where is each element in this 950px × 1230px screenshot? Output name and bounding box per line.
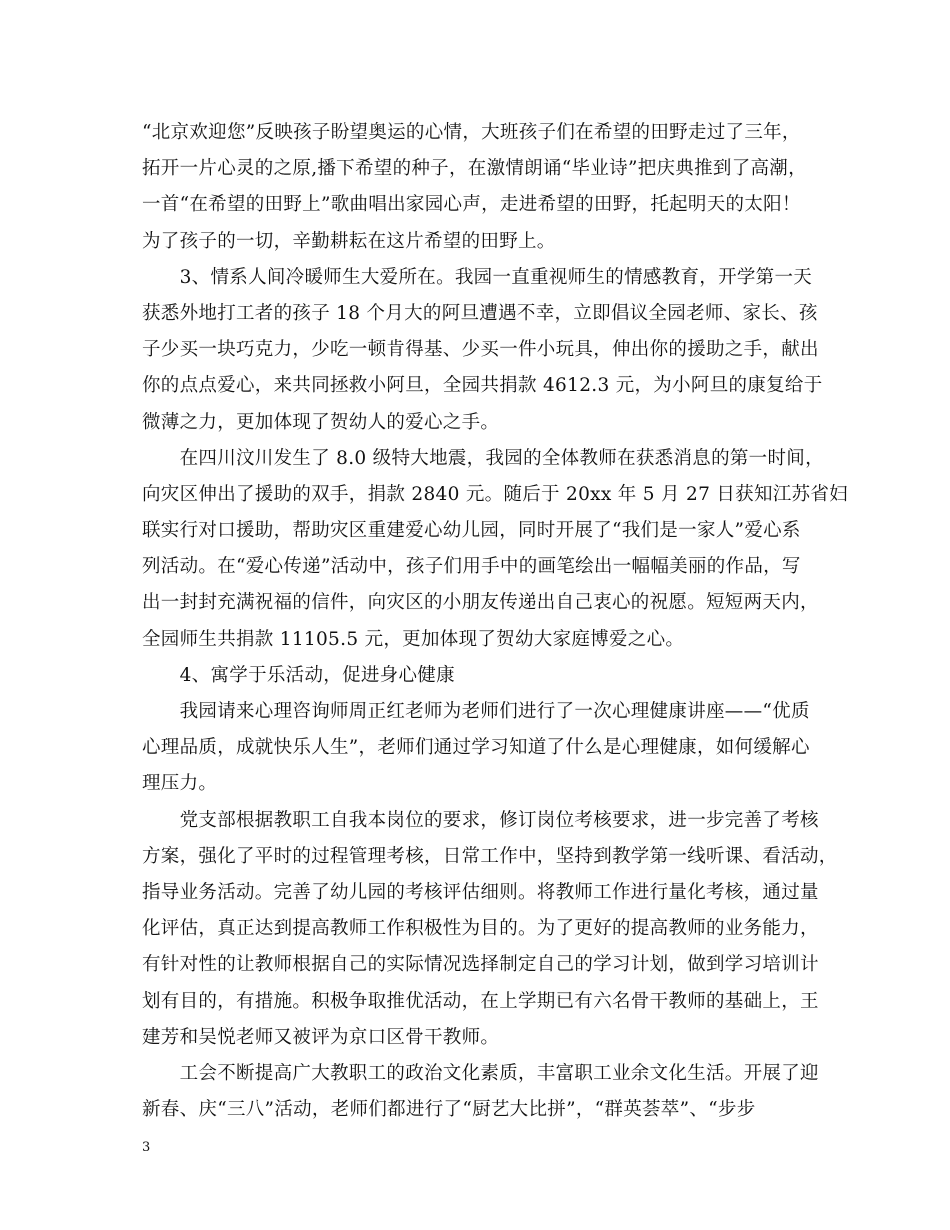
text-line: 化评估，真正达到提高教师工作积极性为目的。为了更好的提高教师的业务能力，: [142, 918, 819, 940]
text-line: 党支部根据教职工自我本岗位的要求，修订岗位考核要求，进一步完善了考核: [142, 809, 819, 831]
text-line: 列活动。在“爱心传递”活动中，孩子们用手中的画笔绘出一幅幅美丽的作品，写: [142, 556, 801, 578]
text-line: “北京欢迎您”反映孩子盼望奥运的心情，大班孩子们在希望的田野走过了三年，: [142, 122, 801, 143]
text-line: 建芳和吴悦老师又被评为京口区骨干教师。: [142, 1026, 500, 1048]
text-line: 我园请来心理咨询师周正红老师为老师们进行了一次心理健康讲座——“优质: [142, 701, 810, 722]
text-line: 指导业务活动。完善了幼儿园的考核评估细则。将教师工作进行量化考核，通过量: [142, 881, 819, 903]
text-line: 划有目的，有措施。积极争取推优活动，在上学期已有六名骨干教师的基础上，王: [142, 990, 819, 1012]
text-line: 工会不断提高广大教职工的政治文化素质，丰富职工业余文化生活。开展了迎: [142, 1062, 819, 1084]
text-line: 微薄之力，更加体现了贺幼人的爱心之手。: [142, 411, 500, 433]
text-line: 3、情系人间冷暖师生大爱所在。我园一直重视师生的情感教育，开学第一天: [142, 266, 813, 288]
text-line: 理压力。: [142, 773, 218, 795]
text-line: 有针对性的让教师根据自己的实际情况选择制定自己的学习计划，做到学习培训计: [142, 954, 819, 976]
body-text: [142, 115, 848, 1128]
text-line: 一首“在希望的田野上”歌曲唱出家园心声，走进希望的田野，托起明天的太阳！: [142, 194, 801, 216]
text-line: 全园师生共捐款 11105.5 元，更加体现了贺幼大家庭博爱之心。: [142, 628, 685, 650]
text-line: 获悉外地打工者的孩子 18 个月大的阿旦遭遇不幸，立即倡议全园老师、家长、孩: [142, 302, 818, 324]
text-line: 新春、庆“三八”活动，老师们都进行了“厨艺大比拼”，“群英荟萃”、“步步: [142, 1099, 756, 1121]
text-line: 方案，强化了平时的过程管理考核，日常工作中，坚持到教学第一线听课、看活动，: [142, 845, 838, 867]
text-line: 在四川汶川发生了 8.0 级特大地震，我园的全体教师在获悉消息的第一时间，: [142, 447, 824, 469]
text-line: 为了孩子的一切，辛勤耕耘在这片希望的田野上。: [142, 230, 556, 252]
page-number: 3: [142, 1140, 151, 1155]
text-line: 联实行对口援助，帮助灾区重建爱心幼儿园，同时开展了“我们是一家人”爱心系: [142, 520, 801, 542]
text-line: 4、寓学于乐活动，促进身心健康: [142, 664, 455, 686]
text-line: 子少买一块巧克力，少吃一顿肯得基、少买一件小玩具，伸出你的援助之手，献出: [142, 339, 819, 361]
text-line: 拓开一片心灵的之原,播下希望的种子，在激情朗诵“毕业诗”把庆典推到了高潮，: [142, 158, 807, 180]
text-line: 出一封封充满祝福的信件，向灾区的小朋友传递出自己衷心的祝愿。短短两天内，: [142, 592, 819, 614]
text-line: 你的点点爱心，来共同拯救小阿旦，全园共捐款 4612.3 元，为小阿旦的康复给于: [142, 375, 823, 397]
text-line: 向灾区伸出了援助的双手，捐款 2840 元。随后于 20xx 年 5 月 27 日获知江苏省妇: [142, 483, 848, 505]
text-line: 心理品质，成就快乐人生”，老师们通过学习知道了什么是心理健康，如何缓解心: [142, 737, 810, 759]
